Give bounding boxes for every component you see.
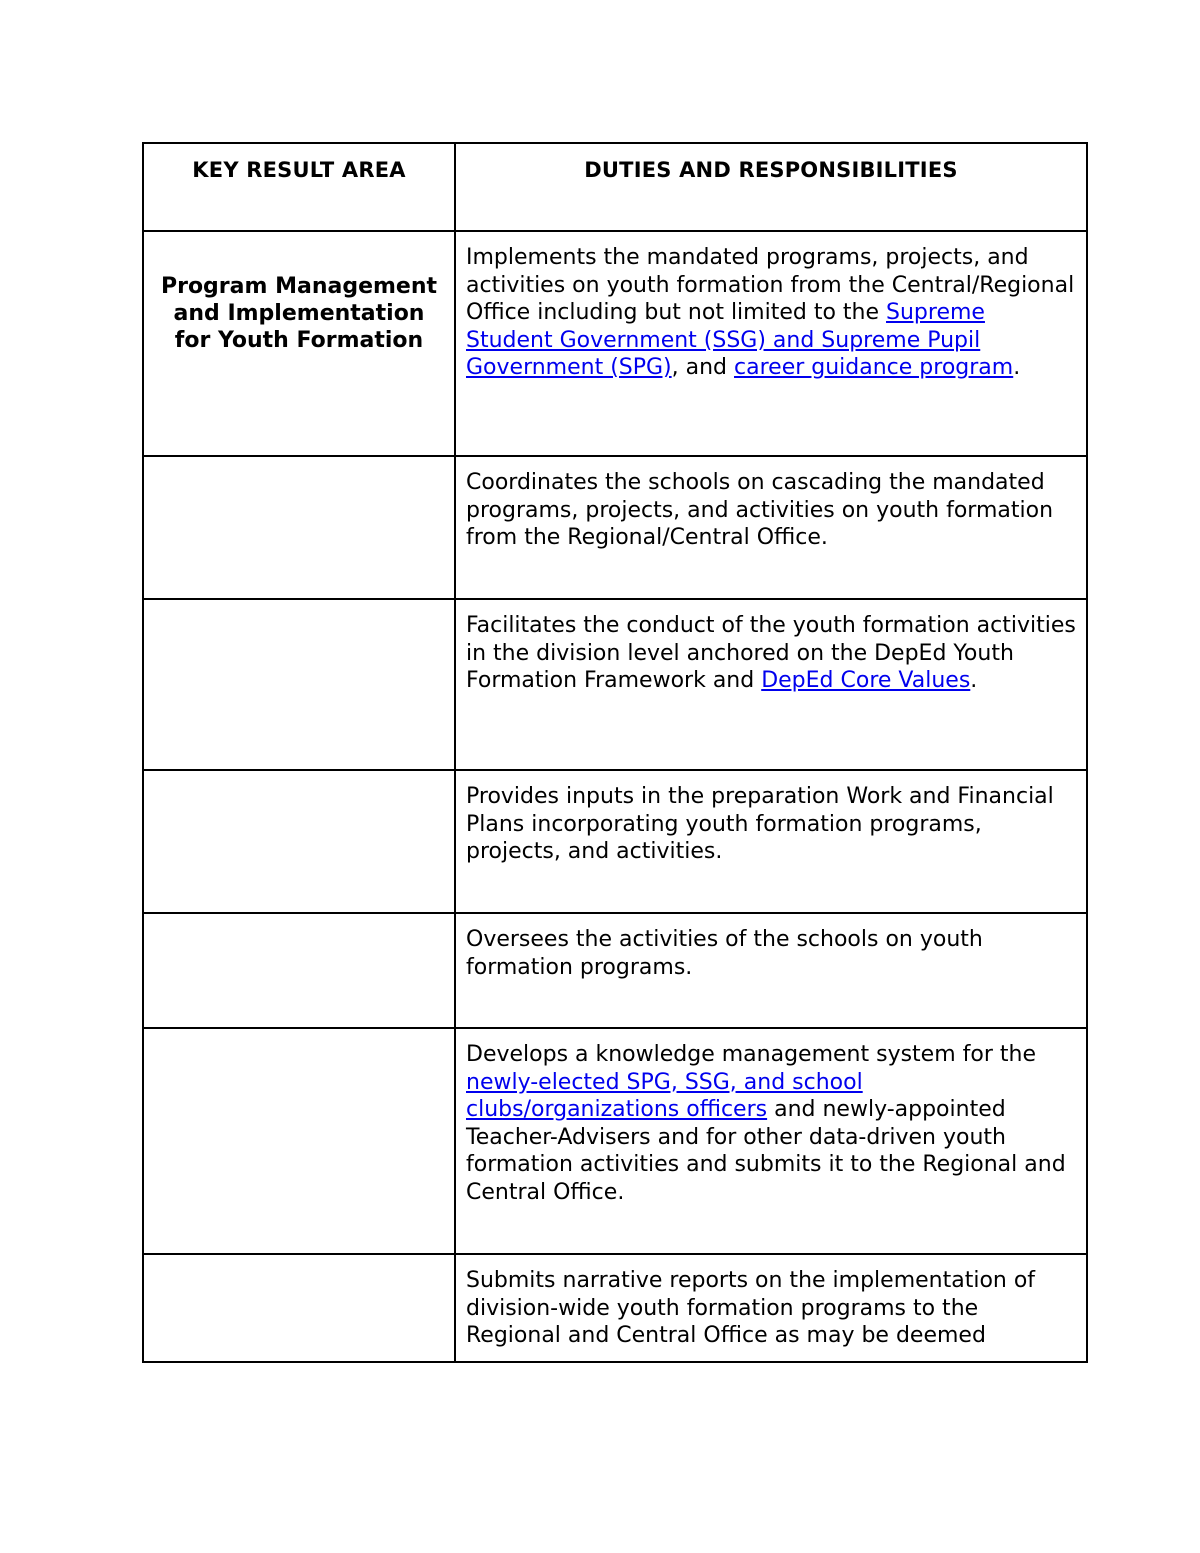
duty-text-part: . [1013,355,1021,380]
duty-text-part: , and [671,355,735,380]
duty-text: Oversees the activities of the schools on youth formation programs. [466,927,983,980]
duty-text-part: Implements the mandated programs, projects, and activities on youth formation from the Central/Regional Office including but not limited to the [466,245,1075,325]
deped-core-values-link[interactable]: DepEd Core Values [761,668,971,693]
duty-text: Submits narrative reports on the implementation of division-wide youth formation programs to the Regional and Central Office as may be deemed [466,1268,1036,1348]
duty-text: Provides inputs in the preparation Work and Financial Plans incorporating youth formation programs, projects, and activities. [466,784,1054,864]
duty-text-part: Facilitates the conduct of the youth formation activities in the division level anchored on the DepEd Youth Formation Framework and [466,613,1076,693]
duty-cell [455,770,1087,913]
table-header-row [143,143,1087,231]
key-result-area-cell-empty [143,770,455,913]
duty-text-part: and newly-appointed Teacher-Advisers and for other data-driven youth formation activities and submits it to the Regional and Central Office. [466,1097,1066,1205]
table-row [143,1254,1087,1362]
table-row [143,231,1087,456]
duty-cell [455,231,1087,456]
duty-text [456,232,1086,382]
duty-text: Coordinates the schools on cascading the mandated programs, projects, and activities on youth formation from the Regional/Central Office. [466,470,1054,550]
table-row [143,913,1087,1028]
career-guidance-link[interactable]: career guidance program [734,355,1014,380]
officers-link[interactable]: newly-elected SPG, SSG, and school clubs/organizations officers [466,1069,863,1122]
table-row [143,599,1087,770]
duty-text-part: Develops a knowledge management system for the [466,1042,1036,1067]
key-result-area-cell-empty [143,599,455,770]
duty-cell [455,1254,1087,1362]
duty-text [456,1029,1086,1206]
table-row [143,1028,1087,1254]
key-result-area-cell [143,231,455,456]
table-row [143,456,1087,599]
duty-text [456,600,1086,695]
key-result-area-cell-empty [143,456,455,599]
duty-cell [455,599,1087,770]
ssg-spg-link[interactable]: Supreme Student Government (SSG) and Supreme Pupil Government (SPG) [466,300,985,380]
header-duties-label: DUTIES AND RESPONSIBILITIES [584,158,958,182]
duty-cell [455,456,1087,599]
key-result-area-cell-empty [143,1028,455,1254]
header-duties [455,143,1087,231]
duty-text-part: . [970,668,978,693]
duties-table [142,142,1088,1363]
key-result-area-text: Program Management and Implementation for Youth Formation [160,274,438,353]
duty-cell [455,913,1087,1028]
key-result-area-cell-empty [143,1254,455,1362]
table-row [143,770,1087,913]
key-result-area-cell-empty [143,913,455,1028]
header-key-result-area [143,143,455,231]
duty-cell [455,1028,1087,1254]
header-key-result-area-label: KEY RESULT AREA [192,158,406,182]
